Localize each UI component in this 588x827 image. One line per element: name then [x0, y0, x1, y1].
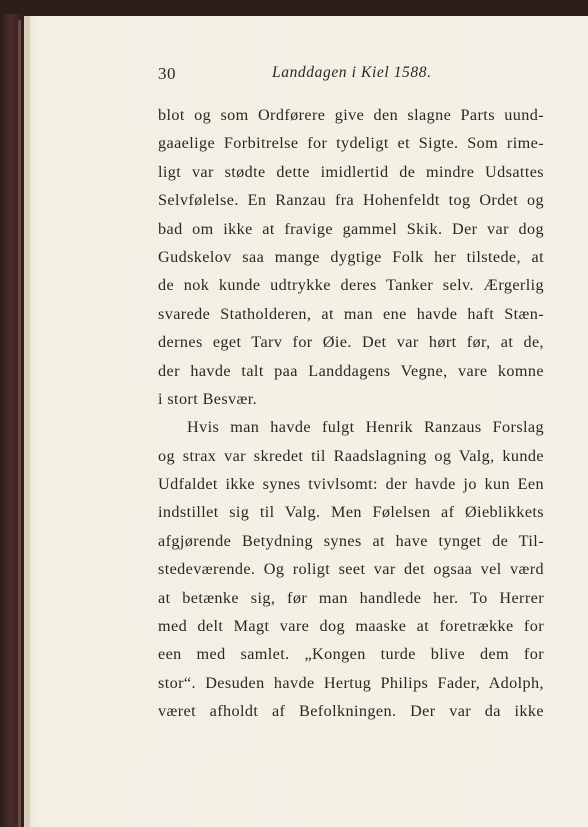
text-line: de nok kunde udtrykke deres Tanker selv. Ærgerlig — [158, 276, 544, 295]
text-line: været afholdt af Befolkningen. Der var da ikke — [158, 702, 544, 721]
body-text — [158, 101, 544, 726]
text-line: at betænke sig, før man handlede her. To Herrer — [158, 588, 544, 607]
text-line: gaaelige Forbitrelse for tydeligt et Sigte. Som rime- — [158, 134, 544, 153]
paragraph-start-line: Hvis man havde fulgt Henrik Ranzaus Forslag — [187, 418, 544, 437]
text-line: afgjørende Betydning synes at have tynget de Til- — [158, 531, 544, 550]
text-line: stor“. Desuden havde Hertug Philips Fader, Adolph, — [158, 673, 544, 692]
text-line: blot og som Ordførere give den slagne Parts uund- — [158, 106, 544, 124]
book-binding — [0, 14, 26, 827]
text-line: Selvfølelse. En Ranzau fra Hohenfeldt tog Ordet og — [158, 191, 544, 210]
page-header — [158, 64, 544, 84]
page-number: 30 — [158, 64, 176, 83]
text-line: og strax var skredet til Raadslagning og Valg, kunde — [158, 446, 544, 465]
text-line: i stort Besvær. — [158, 389, 258, 408]
running-title: Landdagen i Kiel 1588. — [272, 64, 432, 81]
page-gutter-shadow — [24, 16, 30, 827]
text-line: svarede Statholderen, at man ene havde haft Stæn- — [158, 304, 544, 323]
text-line: dernes eget Tarv for Øie. Det var hørt før, at de, — [158, 333, 544, 352]
text-line: bad om ikke at fravige gammel Skik. Der var dog — [158, 219, 544, 238]
text-line: Gudskelov saa mange dygtige Folk her tilstede, at — [158, 247, 544, 266]
text-line: indstillet sig til Valg. Men Følelsen af Øieblikkets — [158, 503, 544, 522]
text-line: stedeværende. Og roligt seet var det ogsaa vel værd — [158, 560, 544, 579]
text-line: een med samlet. „Kongen turde blive dem for — [158, 645, 544, 664]
text-line: der havde talt paa Landdagens Vegne, vare komne — [158, 361, 544, 380]
binding-edge — [18, 20, 21, 827]
text-line: med delt Magt vare dog maaske at foretrække for — [158, 617, 544, 636]
text-line: Udfaldet ikke synes tvivlsomt: der havde jo kun Een — [158, 475, 544, 494]
text-line: ligt var stødte dette imidlertid de mindre Udsattes — [158, 162, 544, 181]
